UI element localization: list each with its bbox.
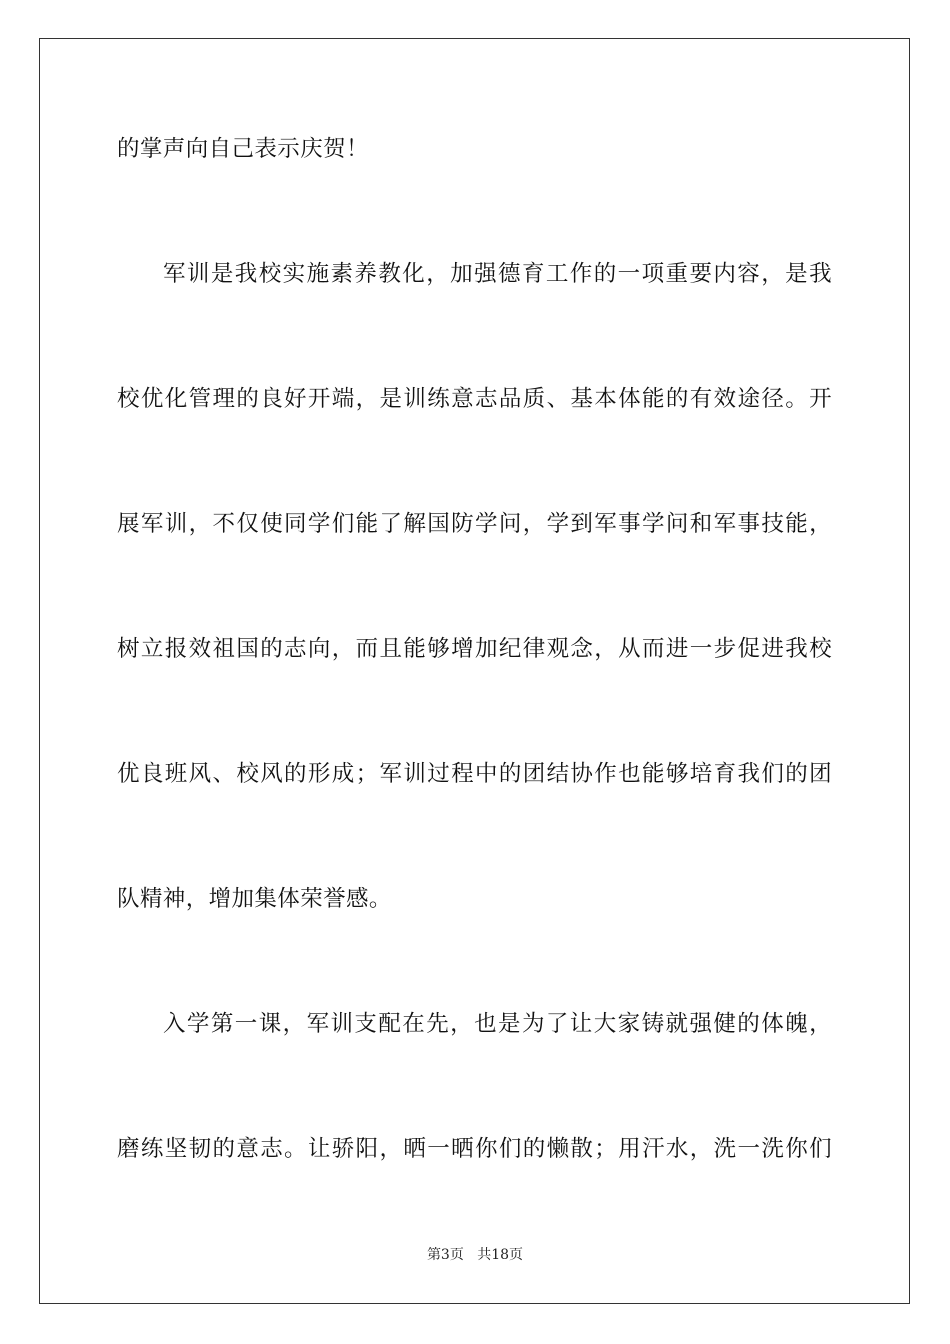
page-number: 第3页 <box>426 1247 464 1263</box>
text-line: 展军训，不仅使同学们能了解国防学问，学到军事学问和军事技能， <box>117 511 832 537</box>
text-line: 磨练坚韧的意志。让骄阳，晒一晒你们的懒散；用汗水，洗一洗你们 <box>117 1136 832 1162</box>
text-line: 队精神，增加集体荣誉感。 <box>117 886 392 912</box>
page-footer <box>0 1246 950 1264</box>
text-line: 优良班风、校风的形成；军训过程中的团结协作也能够培育我们的团 <box>117 761 832 787</box>
paragraph-first-line: 军训是我校实施素养教化，加强德育工作的一项重要内容，是我 <box>163 261 832 287</box>
total-pages: 共18页 <box>477 1247 524 1263</box>
paragraph-first-line: 入学第一课，军训支配在先，也是为了让大家铸就强健的体魄， <box>163 1011 832 1037</box>
text-line: 树立报效祖国的志向，而且能够增加纪律观念，从而进一步促进我校 <box>117 636 832 662</box>
text-line: 的掌声向自己表示庆贺！ <box>117 136 369 162</box>
text-line: 校优化管理的良好开端，是训练意志品质、基本体能的有效途径。开 <box>117 386 832 412</box>
page-border <box>39 38 910 1304</box>
